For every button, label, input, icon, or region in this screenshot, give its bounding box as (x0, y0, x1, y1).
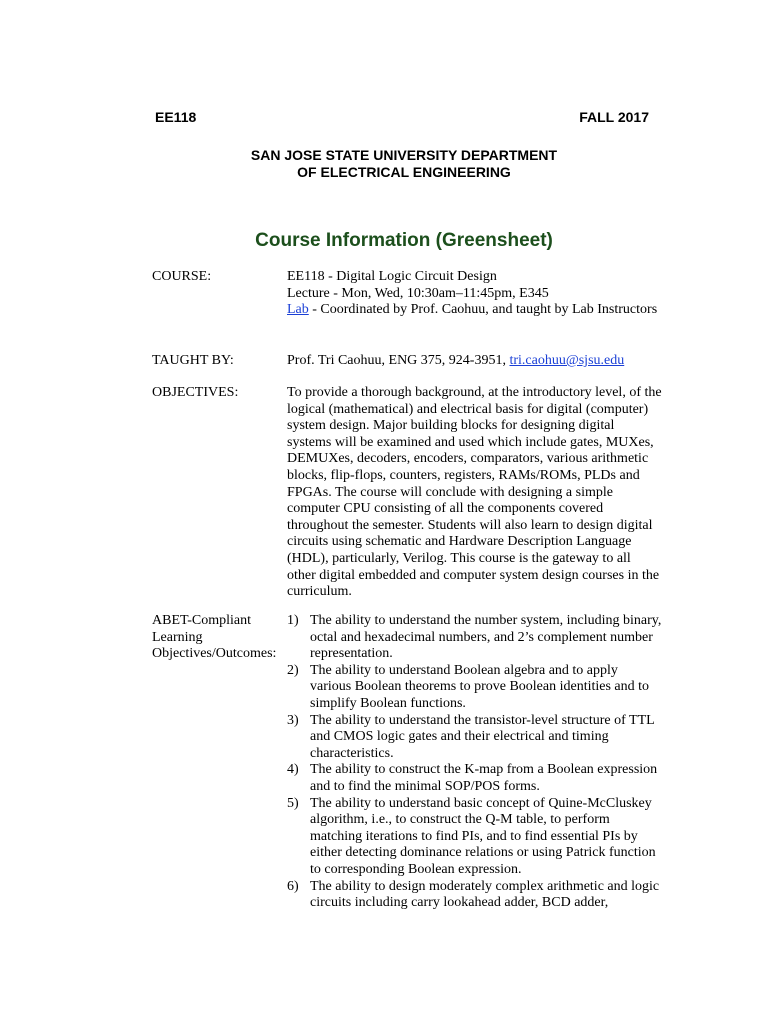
abet-label-line-2: Learning (152, 629, 203, 645)
lab-info (287, 302, 662, 319)
list-item-number: 5) (287, 795, 299, 811)
lecture-schedule: Lecture - Mon, Wed, 10:30am‒11:45pm, E345 (287, 285, 549, 301)
list-item-number: 4) (287, 762, 299, 778)
abet-label (152, 613, 282, 663)
list-item-text: The ability to understand the transistor-level structure of TTL and CMOS logic gates and their electrical and timing characteristics. (310, 712, 655, 761)
term: FALL 2017 (579, 109, 649, 125)
abet-label-line-1: ABET-Compliant (152, 613, 252, 628)
instructor-info: Prof. Tri Caohuu, ENG 375, 924-3951, (287, 353, 510, 368)
objectives-label: OBJECTIVES: (152, 385, 239, 400)
lab-link[interactable]: Lab (287, 302, 309, 318)
page-title: Course Information (Greensheet) (255, 230, 553, 251)
list-item-text: The ability to understand Boolean algebra and to apply various Boolean theorems to prove Boolean identities and to simplify Boolean functions. (310, 662, 650, 711)
list-item-number: 1) (287, 613, 299, 628)
taught-by-content (287, 353, 662, 370)
list-item (287, 713, 662, 763)
instructor-email-link[interactable]: tri.caohuu@sjsu.edu (509, 353, 625, 368)
list-item (287, 879, 662, 912)
course-content (287, 269, 662, 319)
university-line-2: OF ELECTRICAL ENGINEERING (297, 164, 511, 180)
course-label: COURSE: (152, 269, 212, 284)
list-item-text: The ability to understand basic concept of Quine-McCluskey algorithm, i.e., to construct the Q-M table, to perform matching iterations to find PIs, and to find essential PIs by either detecting dominance relations or using Patrick function to corresponding Boolean expression. (310, 795, 656, 877)
taught-by-label: TAUGHT BY: (152, 353, 234, 368)
document-header (155, 109, 649, 125)
list-item-number: 2) (287, 662, 299, 678)
list-item-text: The ability to design moderately complex arithmetic and logic circuits including carry lookahead adder, BCD adder, (310, 878, 660, 911)
list-item (287, 762, 662, 795)
university-heading (0, 147, 768, 181)
list-item-number: 6) (287, 878, 299, 894)
course-code: EE118 (155, 109, 197, 125)
list-item (287, 663, 662, 713)
list-item (287, 796, 662, 879)
outcomes-list (287, 613, 662, 912)
university-line-1: SAN JOSE STATE UNIVERSITY DEPARTMENT (250, 147, 558, 163)
lab-description: - Coordinated by Prof. Caohuu, and taught by Lab Instructors (308, 302, 658, 318)
abet-outcomes (287, 613, 662, 912)
objectives-text: To provide a thorough background, at the introductory level, of the logical (mathematical) and electrical basis for digital (computer) system design. Major building blocks for designing digital systems will be examined and used which include gates, MUXes, DEMUXes, decoders, encoders, comparators, various arithmetic blocks, flip-flops, counters, registers, RAMs/ROMs, PLDs and FPGAs. The course will conclude with designing a simple computer CPU consisting of all the components covered throughout the semester. Students will also learn to design digital circuits using schematic and Hardware Description Language (HDL), particularly, Verilog. This course is the gateway to all other digital embedded and computer system design courses in the curriculum. (287, 385, 662, 600)
list-item-number: 3) (287, 712, 299, 728)
list-item-text: The ability to understand the number system, including binary, octal and hexadecimal numbers, and 2’s complement number representation. (310, 613, 662, 662)
course-title: EE118 - Digital Logic Circuit Design (287, 269, 497, 284)
list-item-text: The ability to construct the K-map from a Boolean expression and to find the minimal SOP/POS forms. (310, 762, 658, 794)
list-item (287, 613, 662, 663)
abet-label-line-3: Objectives/Outcomes: (152, 646, 277, 662)
